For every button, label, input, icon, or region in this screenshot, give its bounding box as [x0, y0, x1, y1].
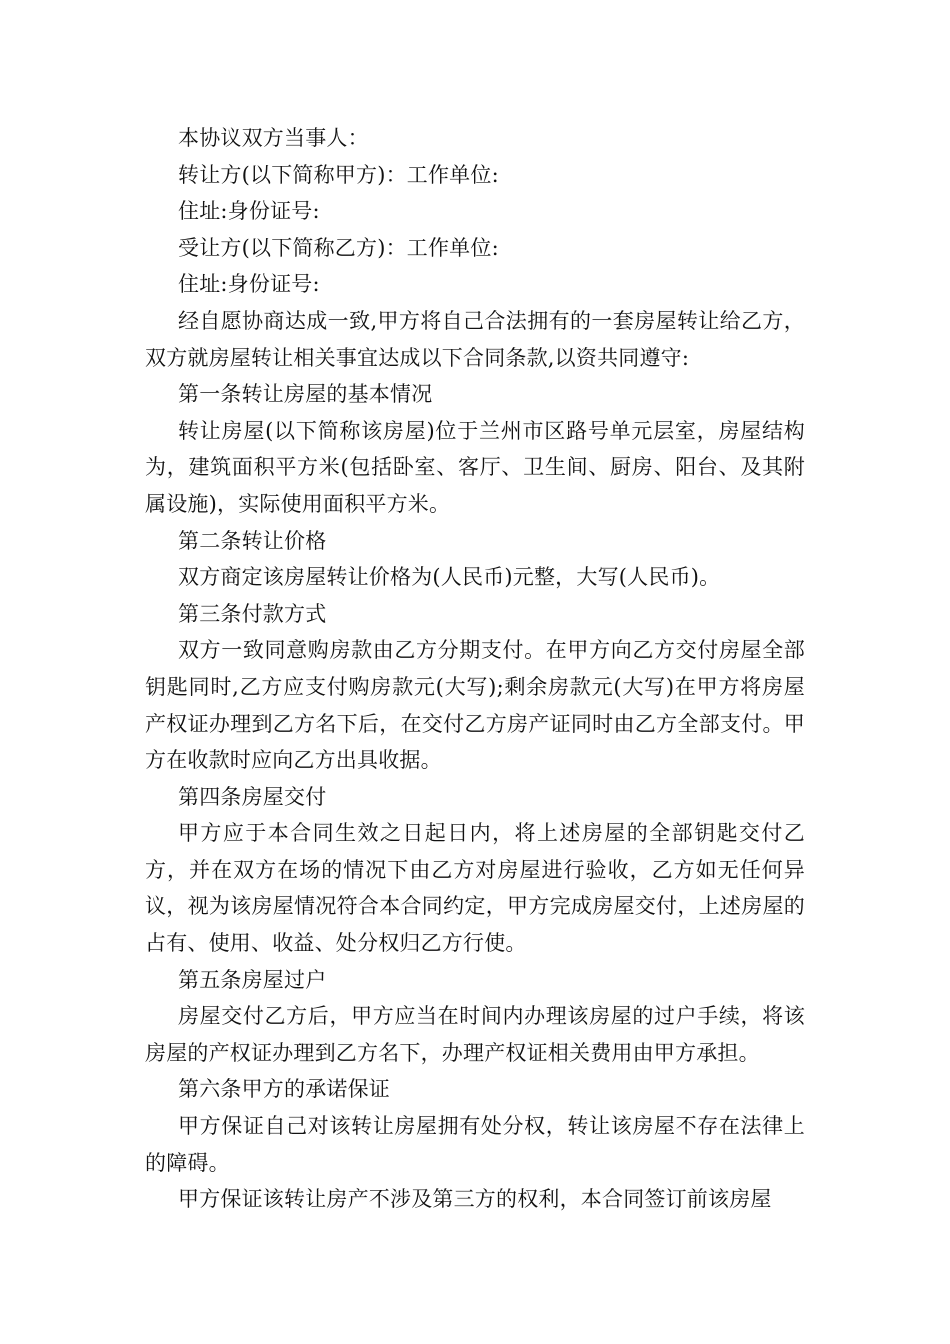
- transferor-address-line: 住址:身份证号:: [178, 199, 320, 224]
- article-3-body: 双方一致同意购房款由乙方分期支付。在甲方向乙方交付房屋全部钥匙同时,乙方应支付购房款元(大写);剩余房款元(大写)在甲方将房屋产权证办理到乙方名下后，在交付乙方房产证同时由乙方全部支付。甲方在收款时应向乙方出具收据。: [145, 638, 805, 773]
- article-5-heading: 第五条房屋过户: [178, 967, 327, 992]
- article-4-body: 甲方应于本合同生效之日起日内，将上述房屋的全部钥匙交付乙方，并在双方在场的情况下由乙方对房屋进行验收，乙方如无任何异议，视为该房屋情况符合本合同约定，甲方完成房屋交付，上述房屋的占有、使用、收益、处分权归乙方行使。: [145, 821, 805, 956]
- article-4-heading: 第四条房屋交付: [178, 784, 327, 809]
- agreement-preamble: 经自愿协商达成一致,甲方将自己合法拥有的一套房屋转让给乙方，双方就房屋转让相关事宜达成以下合同条款,以资共同遵守:: [145, 308, 805, 370]
- transferee-line: 受让方(以下简称乙方)：工作单位:: [178, 235, 499, 260]
- article-6-heading: 第六条甲方的承诺保证: [178, 1077, 390, 1102]
- article-6-body-1: 甲方保证自己对该转让房屋拥有处分权，转让该房屋不存在法律上的障碍。: [145, 1114, 805, 1175]
- article-2-heading: 第二条转让价格: [178, 528, 327, 553]
- article-3-heading: 第三条付款方式: [178, 601, 327, 626]
- article-2-body: 双方商定该房屋转让价格为(人民币)元整，大写(人民币)。: [178, 565, 721, 590]
- article-1-body: 转让房屋(以下简称该房屋)位于兰州市区路号单元层室，房屋结构为，建筑面积平方米(包括卧室、客厅、卫生间、厨房、阳台、及其附属设施)，实际使用面积平方米。: [145, 418, 805, 516]
- intro-parties: 本协议双方当事人：: [178, 126, 369, 150]
- transferee-address-line: 住址:身份证号:: [178, 272, 320, 297]
- article-1-heading: 第一条转让房屋的基本情况: [178, 382, 433, 407]
- transferor-line: 转让方(以下简称甲方)：工作单位:: [178, 162, 499, 187]
- article-5-body: 房屋交付乙方后，甲方应当在时间内办理该房屋的过户手续，将该房屋的产权证办理到乙方名下，办理产权证相关费用由甲方承担。: [145, 1004, 805, 1065]
- article-6-body-2: 甲方保证该转让房产不涉及第三方的权利，本合同签订前该房屋: [178, 1187, 772, 1212]
- contract-body: [145, 120, 805, 1218]
